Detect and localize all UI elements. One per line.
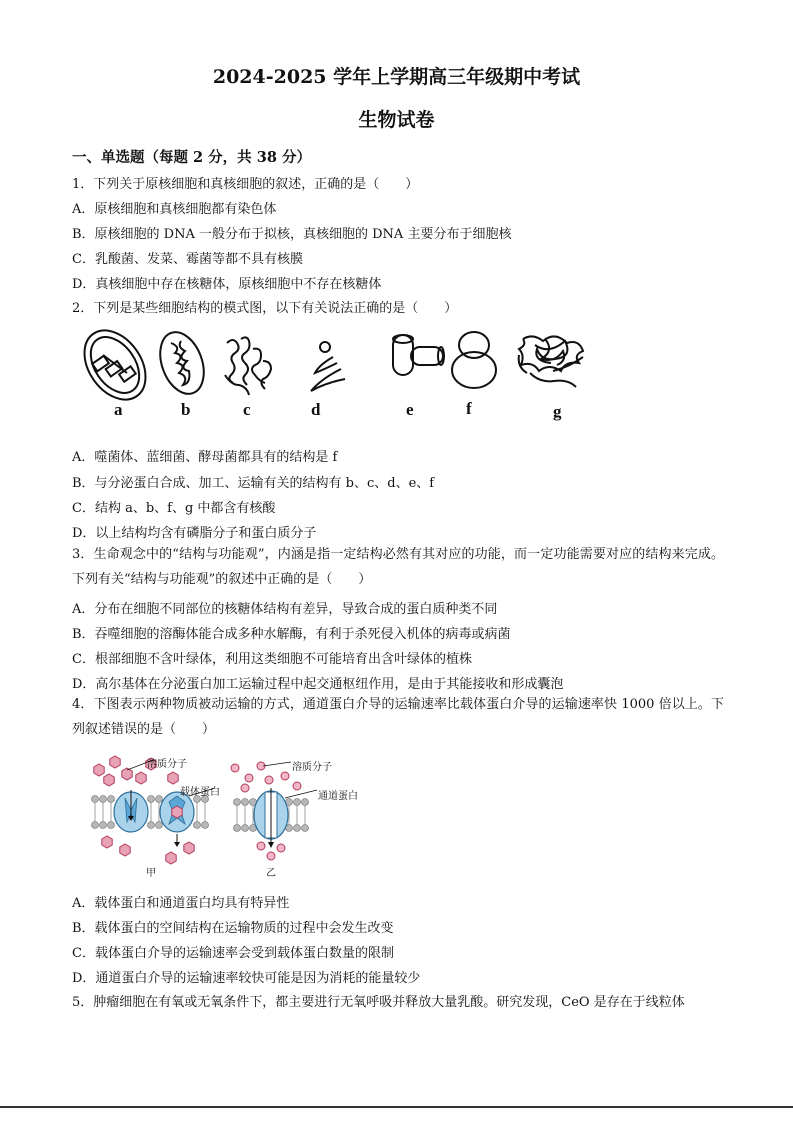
q4-option-d: D．通道蛋白介导的运输速率较快可能是因为消耗的能量较少	[72, 971, 421, 986]
panel-label-jia: 甲	[146, 868, 156, 879]
q2-stem: 2．下列是某些细胞结构的模式图，以下有关说法正确的是（ ）	[72, 301, 458, 316]
organelle-figure	[75, 325, 635, 405]
figure-label-a: a	[114, 400, 123, 419]
q3-option-a: A．分布在细胞不同部位的核糖体结构有差异，导致合成的蛋白质种类不同	[72, 602, 498, 617]
q4-option-c: C．载体蛋白介导的运输速率会受到载体蛋白数量的限制	[72, 946, 394, 961]
figure-label-c: c	[243, 400, 251, 419]
q2-option-a: A．噬菌体、蓝细菌、酵母菌都具有的结构是 f	[72, 450, 338, 465]
q1-option-b: B．原核细胞的 DNA 一般分布于拟核，真核细胞的 DNA 主要分布于细胞核	[72, 227, 512, 242]
figure-label-g: g	[553, 402, 562, 421]
q3-option-c: C．根部细胞不含叶绿体，利用这类细胞不可能培育出含叶绿体的植株	[72, 652, 472, 667]
ribosome-drawing	[452, 332, 496, 388]
panel-label-yi: 乙	[266, 868, 276, 879]
centriole-drawing	[393, 335, 444, 375]
q3-option-d: D．高尔基体在分泌蛋白加工运输过程中起交通枢纽作用，是由于其能接收和形成囊泡	[72, 677, 564, 692]
q3-option-b: B．吞噬细胞的溶酶体能合成多种水解酶，有利于杀死侵入机体的病毒或病菌	[72, 627, 511, 642]
exam-subtitle: 生物试卷	[358, 109, 435, 131]
q2-option-c: C．结构 a、b、f、g 中都含有核酸	[72, 501, 276, 516]
carrier-protein-label: 载体蛋白	[180, 787, 220, 798]
q2-option-b: B．与分泌蛋白合成、加工、运输有关的结构有 b、c、d、e、f	[72, 476, 435, 491]
golgi-apparatus-drawing	[311, 342, 345, 391]
q5-stem: 5．肿瘤细胞在有氧或无氧条件下，都主要进行无氧呼吸并释放大量乳酸。研究发现，CeO 是存在于线粒体	[72, 995, 685, 1010]
q1-option-d: D．真核细胞中存在核糖体，原核细胞中不存在核糖体	[72, 277, 382, 292]
q2-option-d: D．以上结构均含有磷脂分子和蛋白质分子	[72, 526, 317, 541]
section-heading: 一、单选题（每题 2 分，共 38 分）	[72, 149, 311, 166]
mitochondrion-drawing	[152, 326, 211, 400]
solute-label-left: 溶质分子	[147, 759, 187, 770]
figure-label-b: b	[181, 400, 191, 419]
q1-stem: 1．下列关于原核细胞和真核细胞的叙述，正确的是（ ）	[72, 177, 419, 192]
chromatin-drawing	[519, 336, 583, 387]
q1-option-a: A．原核细胞和真核细胞都有染色体	[72, 202, 277, 217]
q4-option-b: B．载体蛋白的空间结构在运输物质的过程中会发生改变	[72, 921, 394, 936]
q4-stem: 4．下图表示两种物质被动运输的方式，通道蛋白介导的运输速率比载体蛋白介导的运输速率快 1000 倍以上。下列叙述错误的是（ ）	[72, 697, 724, 737]
solute-label-right: 溶质分子	[292, 762, 332, 773]
figure-label-f: f	[466, 399, 472, 418]
endoplasmic-reticulum-drawing	[225, 337, 271, 395]
page-bottom-rule	[0, 1106, 793, 1108]
membrane-right	[234, 788, 318, 848]
channel-protein-label: 通道蛋白	[318, 791, 358, 802]
chloroplast-drawing	[72, 319, 158, 411]
figure-label-e: e	[406, 400, 414, 419]
q1-option-c: C．乳酸菌、发菜、霉菌等都不具有核膜	[72, 252, 303, 267]
q3-stem: 3．生命观念中的“结构与功能观”，内涵是指一定结构必然有其对应的功能，而一定功能需要对应的结构来完成。下列有关“结构与功能观”的叙述中正确的是（ ）	[72, 547, 724, 587]
exam-title: 2024-2025 学年上学期高三年级期中考试	[212, 66, 581, 88]
q4-option-a: A．载体蛋白和通道蛋白均具有特异性	[72, 896, 290, 911]
figure-label-d: d	[311, 400, 321, 419]
